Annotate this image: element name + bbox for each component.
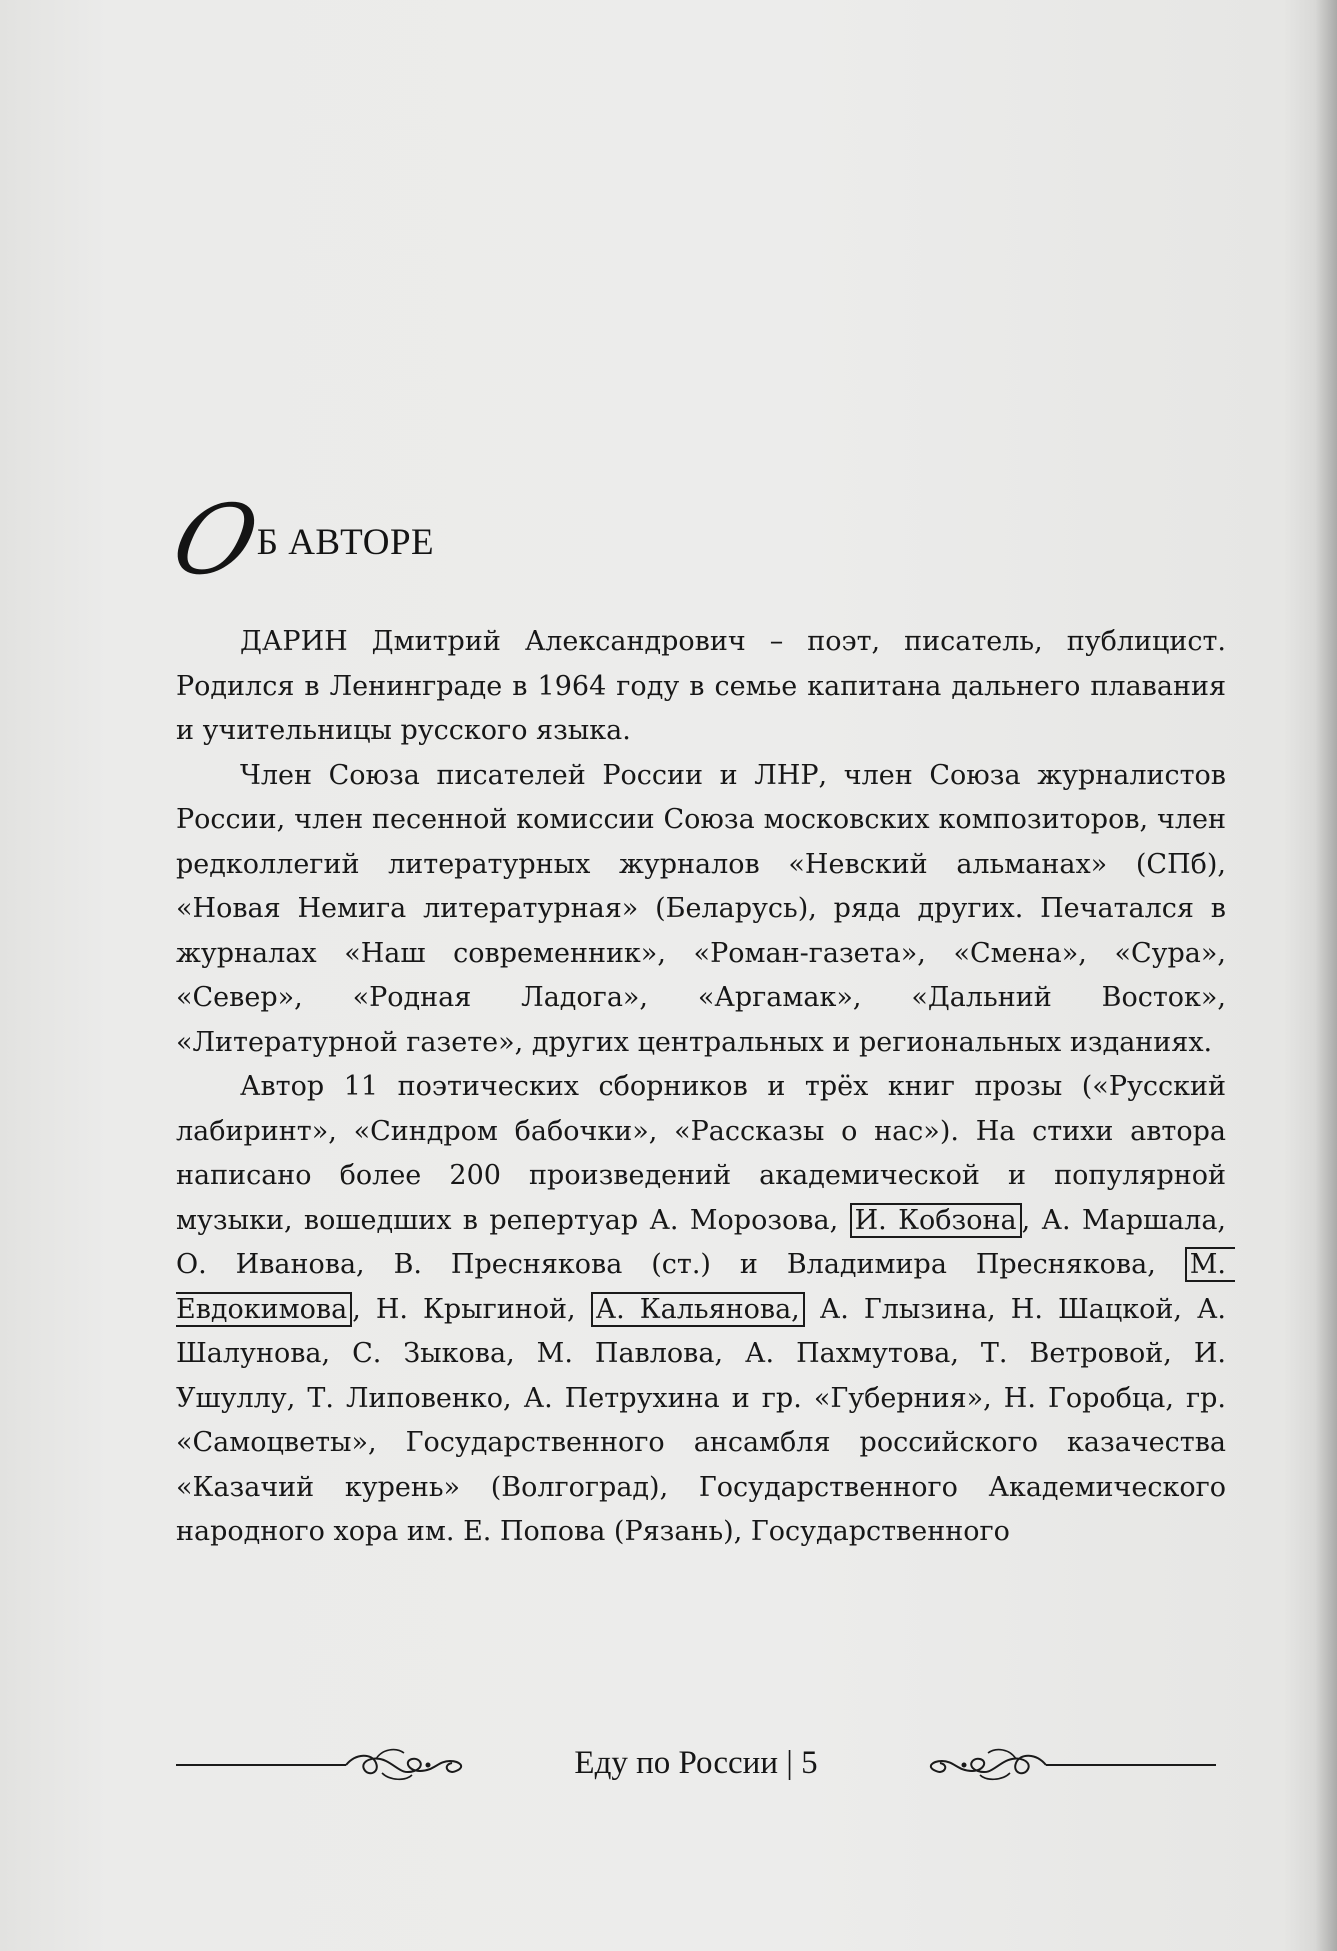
paragraph-2-text: Член Союза писателей России и ЛНР, член Союза журналистов России, член песенной комиссии Союза московских композиторов, член редколлегий литературных журналов «Невский альманах» (СПб), «Новая Немига литературная» (Беларусь), ряда других. Печатался в журналах «Наш современник», «Роман-газета», «Смена», «Сура», «Север», «Родная Ладога», «Аргамак», «Дальний Восток», «Литературной газете», других центральных и региональных изданиях. bbox=[176, 759, 1235, 1058]
running-footer bbox=[176, 1735, 1216, 1795]
paragraph-3-text: , Н. Крыгиной, bbox=[352, 1293, 591, 1325]
section-heading bbox=[162, 478, 435, 596]
paragraph-3-text: А. Глызина, Н. Шацкой, А. Шалунова, С. Зыкова, М. Павлова, А. Пахмутова, Т. Ветровой, И. Ушуллу, Т. Липовенко, А. Петрухина и гр. «Губерния», Н. Горобца, гр. «Самоцветы», Государственного ансамбля российского казачества «Казачий курень» (Волгоград), Государственного Академического народного хора им. Е. Попова (Рязань), Государственного bbox=[176, 1293, 1235, 1547]
paragraph-2 bbox=[176, 754, 1235, 1066]
boxed-name-kobzon: И. Кобзона bbox=[850, 1203, 1022, 1238]
paragraph-1-text: ДАРИН Дмитрий Александрович – поэт, писатель, публицист. Родился в Ленинграде в 1964 году в семье капитана дальнего плавания и учительницы русского языка. bbox=[176, 626, 1235, 746]
boxed-name-kalyanov: А. Кальянова, bbox=[591, 1292, 805, 1327]
paragraph-1 bbox=[176, 620, 1235, 754]
footer-separator: | bbox=[786, 1745, 793, 1781]
right-flourish-ornament-icon bbox=[906, 1735, 1216, 1795]
heading-text: Б АВТОРЕ bbox=[256, 522, 435, 563]
paragraph-3 bbox=[176, 1065, 1235, 1555]
heading-initial: О bbox=[162, 484, 269, 596]
book-title: Еду по России bbox=[574, 1745, 778, 1781]
body-text bbox=[176, 620, 1235, 1555]
paragraph-3-text: , А. Маршала, О. Иванова, В. Преснякова (ст.) и Владимира Преснякова, bbox=[176, 1204, 1235, 1280]
page-edge-shadow bbox=[1315, 0, 1337, 1951]
page-number: 5 bbox=[801, 1745, 818, 1781]
boxed-name-evdokimov: М. Евдокимова bbox=[176, 1249, 1235, 1325]
paragraph-3-text: Автор 11 поэтических сборников и трёх книг прозы («Русский лабиринт», «Синдром бабочки», «Рассказы о нас»). На стихи автора написано более 200 произведений академической и популярной музыки, вошедших в репертуар А. Морозова, bbox=[176, 1071, 1235, 1236]
